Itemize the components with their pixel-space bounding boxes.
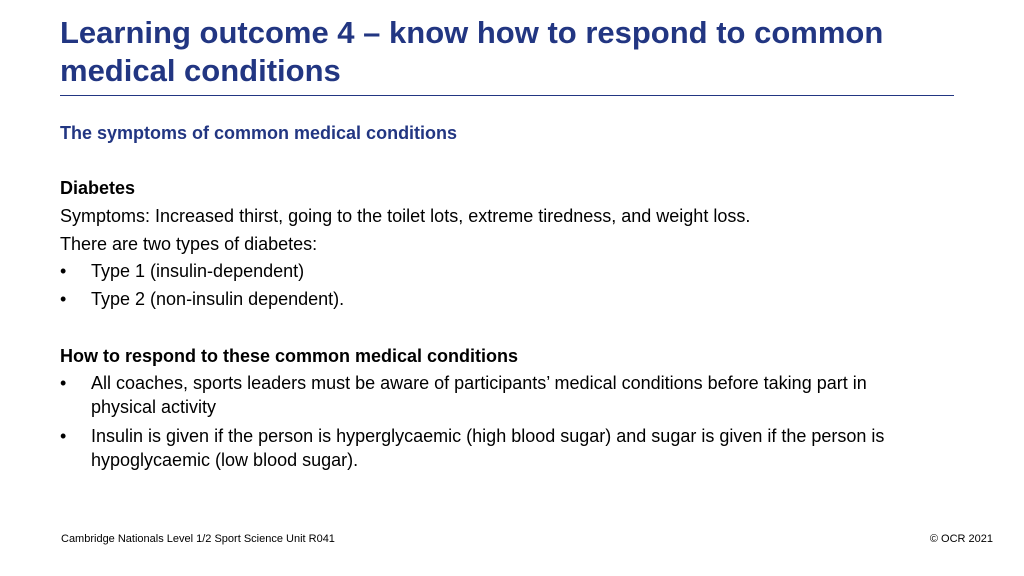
bullet-icon: • bbox=[60, 261, 67, 281]
list-item bbox=[60, 424, 930, 472]
list-item bbox=[60, 371, 930, 419]
title-divider bbox=[60, 95, 954, 96]
list-item-text: Type 2 (non-insulin dependent). bbox=[91, 289, 345, 309]
list-item-text: All coaches, sports leaders must be aware of participants’ medical conditions before taking part in physical activity bbox=[91, 373, 867, 417]
list-item bbox=[60, 259, 930, 283]
list-item bbox=[60, 287, 930, 311]
bullet-icon: • bbox=[60, 289, 67, 309]
section-heading: The symptoms of common medical conditions bbox=[60, 123, 458, 143]
symptoms-text: Symptoms: Increased thirst, going to the toilet lots, extreme tiredness, and weight loss. bbox=[60, 206, 751, 226]
list-item-text: Type 1 (insulin-dependent) bbox=[91, 261, 305, 281]
footer-course-label: Cambridge Nationals Level 1/2 Sport Science Unit R041 bbox=[61, 533, 335, 545]
bullet-icon: • bbox=[60, 373, 67, 393]
slide-title: Learning outcome 4 – know how to respond to common medical conditions bbox=[60, 15, 884, 88]
footer-copyright: © OCR 2021 bbox=[929, 533, 993, 545]
list-item-text: Insulin is given if the person is hyperglycaemic (high blood sugar) and sugar is given if the person is hypoglycaemic (low blood sugar). bbox=[91, 426, 885, 470]
bullet-icon: • bbox=[60, 426, 67, 446]
types-intro: There are two types of diabetes: bbox=[60, 234, 318, 254]
respond-heading: How to respond to these common medical conditions bbox=[60, 346, 519, 366]
condition-heading: Diabetes bbox=[60, 178, 136, 198]
